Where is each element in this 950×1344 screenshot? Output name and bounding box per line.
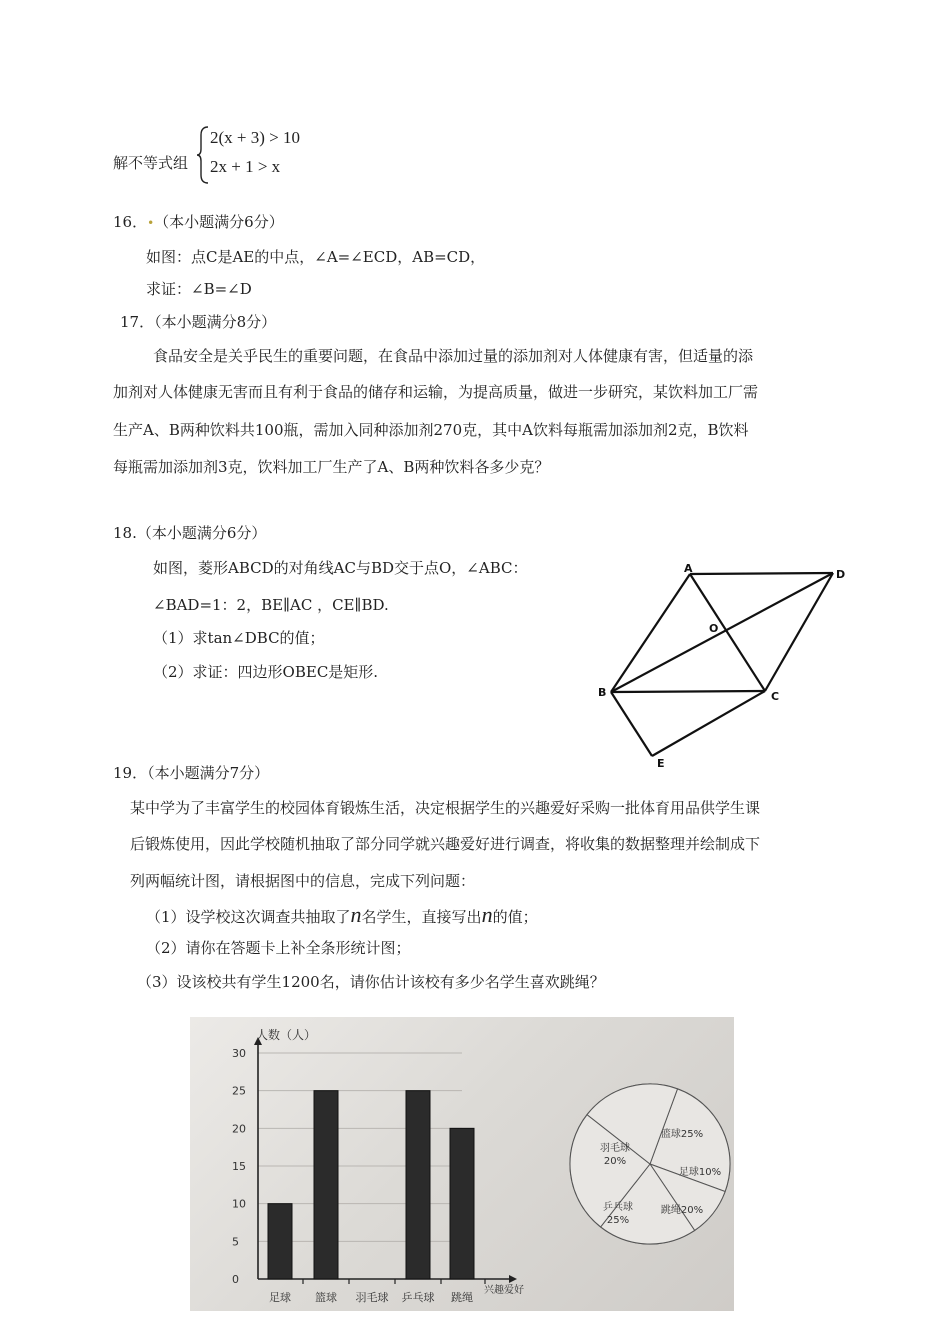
pie-label-pct: 20% xyxy=(603,1156,627,1167)
x-tick-label: 乒乓球 xyxy=(401,1291,435,1304)
q17-line-3: 生产A、B两种饮料共100瓶，需加入同种添加剂270克，其中A饮料每瓶需加添加剂2克，B饮料 xyxy=(113,421,749,439)
bar-足球 xyxy=(268,1204,292,1279)
x-axis-label: 兴趣爱好 xyxy=(484,1285,524,1296)
segment-CE xyxy=(652,691,765,756)
pie-chart xyxy=(570,1084,730,1244)
pie-label: 跳绳20% xyxy=(660,1205,704,1216)
q19-part-1-b: 名学生，直接写出 xyxy=(361,908,482,926)
bar-篮球 xyxy=(314,1091,338,1279)
chart-photo xyxy=(190,1017,734,1311)
pie-label: 篮球25% xyxy=(660,1129,704,1140)
variable-n-2: n xyxy=(481,902,493,927)
y-tick-label: 20 xyxy=(232,1122,246,1136)
left-brace xyxy=(196,125,210,185)
y-tick-label: 10 xyxy=(232,1197,246,1211)
segment-BE xyxy=(611,692,652,756)
q16-score: （本小题满分6分） xyxy=(154,213,284,231)
statistics-charts xyxy=(190,1017,734,1311)
q18-part-1: （1）求tan∠DBC的值； xyxy=(153,629,325,647)
q18-header: 18.（本小题满分6分） xyxy=(113,524,267,542)
segment-BA xyxy=(611,574,690,692)
rhombus-diagram xyxy=(590,558,860,773)
q19-line-2: 后锻炼使用，因此学校随机抽取了部分同学就兴趣爱好进行调查，将收集的数据整理并绘制成下 xyxy=(130,835,761,853)
q19-part-2: （2）请你在答题卡上补全条形统计图； xyxy=(146,939,411,957)
label-E: E xyxy=(657,757,665,770)
y-axis-label: 人数（人） xyxy=(256,1028,317,1042)
dot-mark: • xyxy=(147,216,155,230)
y-tick-label: 25 xyxy=(232,1084,246,1098)
pie-label-name: 乒乓球 xyxy=(603,1202,633,1213)
q19-part-3: （3）设该校共有学生1200名，请你估计该校有多少名学生喜欢跳绳？ xyxy=(137,973,605,991)
variable-n: n xyxy=(350,902,362,927)
x-tick-label: 足球 xyxy=(269,1291,291,1304)
q16-statement: 如图：点C是AE的中点，∠A=∠ECD，AB=CD， xyxy=(146,248,486,266)
q19-part-1 xyxy=(146,902,538,928)
q17-line-4: 每瓶需加添加剂3克，饮料加工厂生产了A、B两种饮料各多少克？ xyxy=(113,458,550,476)
pie-label-pct: 25% xyxy=(606,1215,630,1226)
diagonal-AC xyxy=(690,574,765,691)
q16-number: 16． xyxy=(113,213,148,231)
segment-AD xyxy=(690,573,833,574)
y-tick-label: 15 xyxy=(232,1160,246,1173)
label-B: B xyxy=(598,686,607,699)
q18-line-2: ∠BAD=1：2，BE∥AC ，CE∥BD. xyxy=(153,596,389,614)
bar-chart xyxy=(232,1027,524,1304)
q19-line-1: 某中学为了丰富学生的校园体育锻炼生活，决定根据学生的兴趣爱好采购一批体育用品供学生课 xyxy=(130,799,761,817)
bar-跳绳 xyxy=(450,1128,474,1279)
label-C: C xyxy=(771,690,780,703)
x-tick-label: 羽毛球 xyxy=(355,1291,389,1304)
q18-part-2: （2）求证：四边形OBEC是矩形. xyxy=(153,663,379,681)
label-D: D xyxy=(836,568,846,581)
y-tick-label: 0 xyxy=(232,1273,239,1286)
q19-part-1-c: 的值； xyxy=(492,908,538,926)
label-O: O xyxy=(709,622,719,635)
bar-乒乓球 xyxy=(406,1091,430,1279)
x-tick-label: 篮球 xyxy=(315,1291,337,1304)
q16-header xyxy=(113,211,284,232)
inequality-line-2: 2x + 1 > x xyxy=(210,157,281,176)
inequality-line-1: 2(x + 3) > 10 xyxy=(210,128,300,147)
q17-header: 17．（本小题满分8分） xyxy=(120,313,277,331)
pie-label: 足球10% xyxy=(678,1167,722,1178)
y-tick-label: 5 xyxy=(232,1235,239,1249)
inequality-prompt: 解不等式组 xyxy=(113,154,189,172)
q19-part-1-a: （1）设学校这次调查共抽取了 xyxy=(146,908,351,926)
x-tick-label: 跳绳 xyxy=(451,1291,473,1304)
q19-line-3: 列两幅统计图，请根据图中的信息，完成下列问题： xyxy=(130,872,476,890)
q19-header: 19．（本小题满分7分） xyxy=(113,764,270,782)
pie-label-name: 羽毛球 xyxy=(600,1143,630,1154)
y-tick-label: 30 xyxy=(232,1047,246,1060)
q16-prove: 求证：∠B=∠D xyxy=(146,280,252,298)
q17-line-2: 加剂对人体健康无害而且有利于食品的储存和运输，为提高质量，做进一步研究，某饮料加工厂需 xyxy=(113,383,759,401)
segment-CB xyxy=(611,691,765,692)
q17-line-1: 食品安全是关乎民生的重要问题，在食品中添加过量的添加剂对人体健康有害，但适量的添 xyxy=(153,347,754,365)
q18-line-1: 如图，菱形ABCD的对角线AC与BD交于点O，∠ABC： xyxy=(153,559,528,577)
x-axis-arrow xyxy=(509,1275,517,1283)
label-A: A xyxy=(684,562,693,575)
